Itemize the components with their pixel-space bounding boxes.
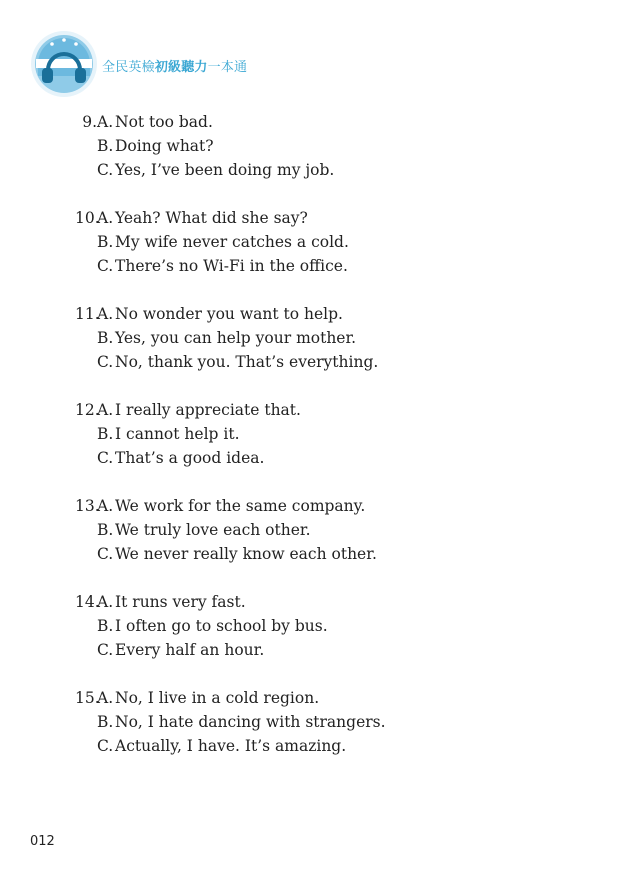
question-9 bbox=[75, 110, 595, 182]
option-letter: B. bbox=[97, 137, 114, 155]
option-10-a bbox=[75, 206, 595, 230]
option-letter: C. bbox=[97, 161, 114, 179]
option-text: Yeah? What did she say? bbox=[115, 209, 308, 227]
question-14 bbox=[75, 590, 595, 662]
option-letter: A. bbox=[97, 497, 114, 515]
option-text: Yes, I’ve been doing my job. bbox=[115, 161, 335, 179]
option-text: We truly love each other. bbox=[115, 521, 311, 539]
option-text: My wife never catches a cold. bbox=[115, 233, 349, 251]
option-11-a bbox=[75, 302, 595, 326]
option-9-a bbox=[75, 110, 595, 134]
option-13-b bbox=[75, 518, 595, 542]
option-13-c bbox=[75, 542, 595, 566]
option-text: Yes, you can help your mother. bbox=[115, 329, 357, 347]
option-11-b bbox=[75, 326, 595, 350]
option-text: Actually, I have. It’s amazing. bbox=[115, 737, 347, 755]
question-10 bbox=[75, 206, 595, 278]
option-9-c bbox=[75, 158, 595, 182]
option-text: That’s a good idea. bbox=[115, 449, 265, 467]
option-10-c bbox=[75, 254, 595, 278]
option-letter: C. bbox=[97, 545, 114, 563]
option-text: There’s no Wi-Fi in the office. bbox=[115, 257, 348, 275]
option-text: Not too bad. bbox=[115, 113, 213, 131]
book-title-suffix: 一本通 bbox=[207, 60, 248, 75]
option-letter: C. bbox=[97, 449, 114, 467]
option-letter: A. bbox=[97, 401, 114, 419]
question-11 bbox=[75, 302, 595, 374]
option-letter: B. bbox=[97, 329, 114, 347]
option-text: We work for the same company. bbox=[115, 497, 366, 515]
option-text: Doing what? bbox=[115, 137, 214, 155]
option-letter: C. bbox=[97, 641, 114, 659]
option-text: No, I live in a cold region. bbox=[115, 689, 320, 707]
option-text: We never really know each other. bbox=[115, 545, 377, 563]
option-text: I often go to school by bus. bbox=[115, 617, 328, 635]
question-15 bbox=[75, 686, 595, 758]
option-9-b bbox=[75, 134, 595, 158]
question-number: 11. bbox=[75, 305, 100, 323]
question-number: 13. bbox=[75, 497, 100, 515]
question-13 bbox=[75, 494, 595, 566]
option-14-c bbox=[75, 638, 595, 662]
page-header bbox=[30, 30, 330, 100]
option-letter: B. bbox=[97, 233, 114, 251]
option-14-b bbox=[75, 614, 595, 638]
option-text: No, thank you. That’s everything. bbox=[115, 353, 379, 371]
option-letter: A. bbox=[97, 113, 114, 131]
option-letter: A. bbox=[97, 689, 114, 707]
option-letter: A. bbox=[97, 593, 114, 611]
option-text: It runs very fast. bbox=[115, 593, 246, 611]
question-number: 15. bbox=[75, 689, 100, 707]
option-12-b bbox=[75, 422, 595, 446]
option-12-c bbox=[75, 446, 595, 470]
option-letter: B. bbox=[97, 425, 114, 443]
option-13-a bbox=[75, 494, 595, 518]
book-title-prefix: 全民英檢 bbox=[102, 60, 155, 75]
option-letter: B. bbox=[97, 713, 114, 731]
question-list bbox=[75, 110, 595, 782]
option-letter: A. bbox=[97, 305, 114, 323]
option-text: Every half an hour. bbox=[115, 641, 265, 659]
option-15-b bbox=[75, 710, 595, 734]
option-letter: C. bbox=[97, 737, 114, 755]
option-text: I really appreciate that. bbox=[115, 401, 301, 419]
option-letter: A. bbox=[97, 209, 114, 227]
page-number: 012 bbox=[30, 834, 55, 849]
question-number: 10. bbox=[75, 209, 100, 227]
option-11-c bbox=[75, 350, 595, 374]
headphones-icon bbox=[30, 30, 98, 98]
option-letter: C. bbox=[97, 257, 114, 275]
option-15-a bbox=[75, 686, 595, 710]
option-12-a bbox=[75, 398, 595, 422]
book-title-bold: 初級聽力 bbox=[154, 60, 208, 75]
option-letter: C. bbox=[97, 353, 114, 371]
book-title bbox=[102, 56, 247, 75]
option-text: I cannot help it. bbox=[115, 425, 240, 443]
option-14-a bbox=[75, 590, 595, 614]
option-10-b bbox=[75, 230, 595, 254]
option-letter: B. bbox=[97, 617, 114, 635]
question-number: 12. bbox=[75, 401, 100, 419]
option-15-c bbox=[75, 734, 595, 758]
question-number: 9. bbox=[82, 113, 97, 131]
option-text: No wonder you want to help. bbox=[115, 305, 343, 323]
option-text: No, I hate dancing with strangers. bbox=[115, 713, 386, 731]
question-12 bbox=[75, 398, 595, 470]
question-number: 14. bbox=[75, 593, 100, 611]
option-letter: B. bbox=[97, 521, 114, 539]
